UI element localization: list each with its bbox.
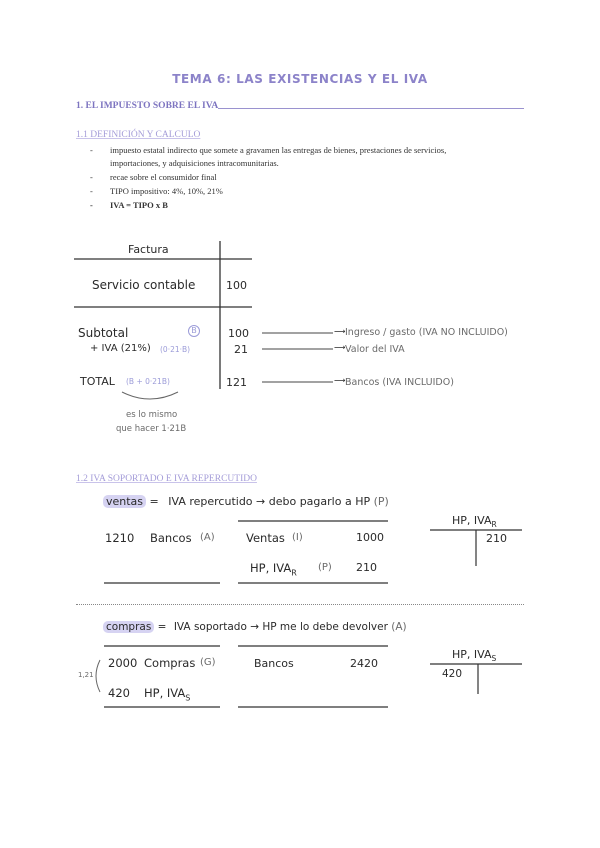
invoice-total-note: Bancos (IVA INCLUIDO)	[345, 377, 454, 388]
bullet-dash: -	[90, 172, 93, 182]
ventas-left-amount: 1210	[105, 531, 135, 545]
bullet-dash: -	[90, 200, 93, 210]
bullet-text-3: recae sobre el consumidor final	[110, 172, 217, 182]
ventas-right2-account-text: HP, IVA	[250, 561, 292, 575]
section-divider	[76, 604, 524, 605]
ventas-description-tag: (P)	[373, 495, 389, 508]
ventas-t-account-text: HP, IVA	[452, 514, 492, 527]
invoice-subtotal-label: Subtotal	[78, 326, 129, 340]
ventas-t-account-title	[452, 514, 497, 529]
subsection-1-1-heading: 1.1 DEFINICIÓN Y CALCULO	[76, 130, 201, 140]
compras-line2-account-text: HP, IVA	[144, 686, 186, 700]
ventas-left-tag: (A)	[200, 532, 215, 543]
document-title: TEMA 6: LAS EXISTENCIAS Y EL IVA	[172, 72, 428, 86]
compras-description: IVA soportado → HP me lo debe devolver	[173, 621, 388, 633]
ventas-right2-amount: 210	[356, 561, 377, 574]
ventas-left-account: Bancos	[150, 531, 192, 545]
invoice-service-label: Servicio contable	[92, 278, 196, 292]
invoice-iva-label: + IVA (21%)	[90, 343, 151, 354]
invoice-header: Factura	[128, 243, 169, 256]
invoice-total-formula: (B + 0·21B)	[126, 377, 170, 386]
equivalence-note-2: que hacer 1·21B	[116, 424, 187, 434]
invoice-iva-value: 21	[234, 343, 248, 356]
compras-right-account: Bancos	[254, 657, 294, 670]
bullet-text-4: TIPO impositivo: 4%, 10%, 21%	[110, 186, 223, 196]
subsection-1-2-heading: 1.2 IVA SOPORTADO E IVA REPERCUTIDO	[76, 474, 257, 484]
compras-t-account-sub: S	[491, 654, 497, 664]
invoice-total-arrow: ⟶	[334, 376, 346, 385]
compras-highlight: compras	[103, 621, 154, 633]
invoice-total-label: TOTAL	[80, 375, 115, 388]
section-1-heading: 1. EL IMPUESTO SOBRE EL IVA	[76, 101, 219, 111]
bullet-text-1: impuesto estatal indirecto que somete a gravamen las entregas de bienes, prestaciones de servicios,	[110, 145, 447, 155]
invoice-iva-note: Valor del IVA	[345, 344, 405, 355]
bullet-text-2: importaciones, y adquisiciones intracomunitarias.	[110, 158, 279, 168]
compras-equals: =	[157, 621, 167, 633]
invoice-subtotal-arrow: ⟶	[334, 327, 346, 336]
bullet-text-5: IVA = TIPO x B	[110, 200, 168, 210]
invoice-subtotal-value: 100	[228, 327, 249, 340]
ventas-description: IVA repercutido → debo pagarlo a HP	[168, 495, 371, 508]
invoice-subtotal-note: Ingreso / gasto (IVA NO INCLUIDO)	[345, 327, 508, 338]
invoice-subtotal-marker: B	[188, 325, 200, 337]
compras-row	[103, 621, 407, 633]
ventas-row	[103, 495, 389, 508]
compras-t-account-text: HP, IVA	[452, 648, 492, 661]
ventas-right1-amount: 1000	[356, 531, 384, 544]
invoice-iva-formula: (0·21·B)	[160, 345, 191, 354]
compras-line1-tag: (G)	[200, 657, 216, 668]
ventas-right1-tag: (I)	[292, 532, 303, 543]
compras-line1-account: Compras	[144, 656, 196, 670]
bullet-dash: -	[90, 186, 93, 196]
invoice-iva-arrow: ⟶	[334, 343, 346, 352]
compras-line2-account	[144, 686, 190, 702]
compras-side-note: 1,21	[78, 671, 94, 679]
ventas-equals: =	[149, 495, 159, 508]
compras-t-account-title	[452, 648, 496, 663]
equivalence-note-1: es lo mismo	[126, 410, 178, 420]
compras-line2-amount: 420	[108, 686, 130, 700]
invoice-service-value: 100	[226, 279, 247, 292]
compras-description-tag: (A)	[391, 621, 407, 633]
invoice-total-value: 121	[226, 376, 247, 389]
ventas-t-account-sub: R	[491, 520, 497, 530]
bullet-dash: -	[90, 145, 93, 155]
compras-right-amount: 2420	[350, 657, 378, 670]
ventas-right2-tag: (P)	[318, 562, 332, 573]
compras-t-debit: 420	[442, 668, 463, 680]
compras-line2-sub: S	[185, 693, 191, 703]
ventas-t-credit: 210	[486, 532, 507, 545]
ventas-right2-account	[250, 561, 297, 577]
ventas-right2-sub: R	[291, 568, 297, 578]
ventas-highlight: ventas	[103, 495, 146, 508]
ventas-right1-account: Ventas	[246, 531, 285, 545]
compras-line1-amount: 2000	[108, 656, 138, 670]
